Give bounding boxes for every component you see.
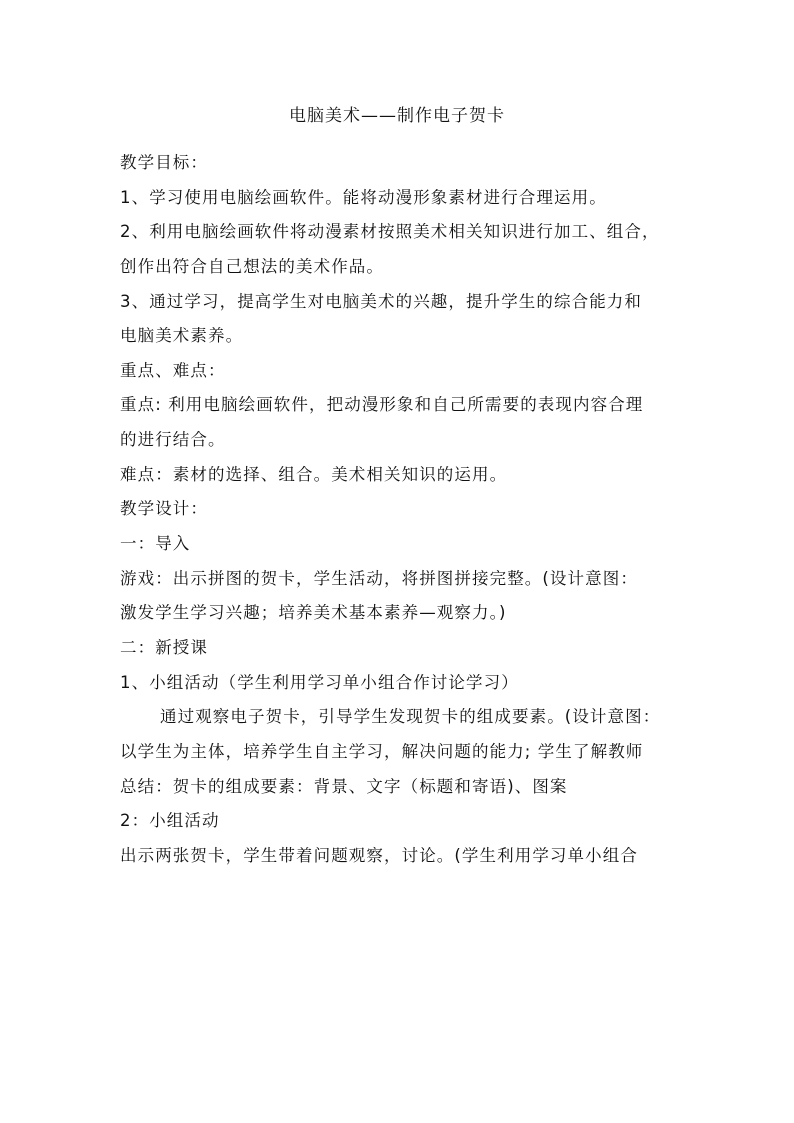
goal-item-3: 3、通过学习，提高学生对电脑美术的兴趣，提升学生的综合能力和 [120,291,642,311]
document-title: 电脑美术——制作电子贺卡 [289,106,505,126]
observation-paragraph-continued: 以学生为主体，培养学生自主学习，解决问题的能力; 学生了解教师 [120,741,644,761]
goal-item-2: 2、利用电脑绘画软件将动漫素材按照美术相关知识进行加工、组合， [120,222,660,242]
game-paragraph-continued: 激发学生学习兴趣；培养美术基本素养—观察力。) [120,603,507,623]
document-body [120,146,690,873]
observation-paragraph: 通过观察电子贺卡，引导学生发现贺卡的组成要素。(设计意图： [160,707,661,727]
section-introduction: 一：导入 [120,534,191,554]
group-activity-1: 1、小组活动（学生利用学习单小组合作讨论学习） [120,672,519,692]
difficult-point-text: 难点：素材的选择、组合。美术相关知识的运用。 [120,464,508,484]
heading-teaching-goals: 教学目标： [120,153,208,172]
heading-key-points: 重点、难点： [120,360,226,380]
summary-card-elements: 总结：贺卡的组成要素：背景、文字（标题和寄语)、图案 [120,776,568,796]
goal-item-3-continued: 电脑美术素养。 [120,326,244,346]
heading-teaching-design: 教学设计： [120,499,208,519]
goal-item-2-continued: 创作出符合自己想法的美术作品。 [120,256,384,276]
key-point-text: 重点: 利用电脑绘画软件，把动漫形象和自己所需要的表现内容合理 [120,395,644,415]
section-new-lesson: 二：新授课 [120,637,208,657]
two-cards-paragraph: 出示两张贺卡，学生带着问题观察，讨论。(学生利用学习单小组合 [120,845,638,865]
game-paragraph: 游戏：出示拼图的贺卡，学生活动，将拼图拼接完整。(设计意图： [120,568,638,588]
goal-item-1: 1、学习使用电脑绘画软件。能将动漫形象素材进行合理运用。 [120,187,607,207]
key-point-text-continued: 的进行结合。 [120,430,226,450]
group-activity-2: 2：小组活动 [120,811,220,831]
